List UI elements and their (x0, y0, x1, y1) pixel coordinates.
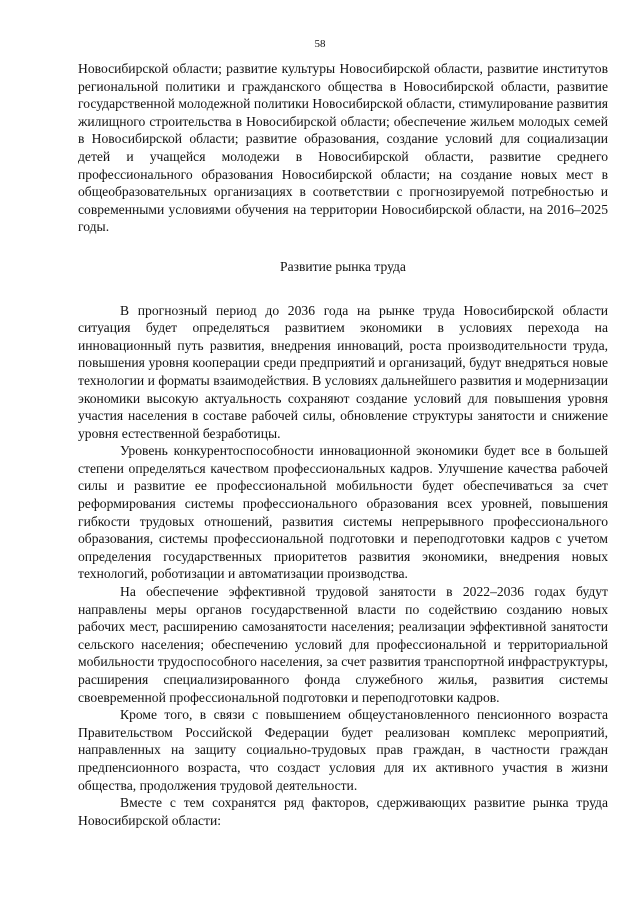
intro-paragraph: Новосибирской области; развитие культуры Новосибирской области, развитие институтов региональной политики и гражданского общества в Новосибирской области, развитие государственной молодежной политики Новосибирской области, стимулирование развития жилищного строительства в Новосибирской области; обеспечение жильем молодых семей в Новосибирской области; развитие образования, создание условий для социализации детей и учащейся молодежи в Новосибирской области, развитие среднего профессионального образования Новосибирской области; на создание новых мест в общеобразовательных организациях в соответствии с прогнозируемой потребностью и современными условиями обучения на территории Новосибирской области, на 2016–2025 годы. (78, 61, 608, 235)
paragraph-1: В прогнозный период до 2036 года на рынке труда Новосибирской области ситуация будет определяться развитием экономики в условиях перехода на инновационный путь развития, внедрения инноваций, роста производительности труда, повышения уровня кооперации среди предприятий и организаций, будут внедряться новые технологии и форматы взаимодействия. В условиях дальнейшего развития и модернизации экономики высокую актуальность сохраняют создание условий для повышения уровня участия населения в составе рабочей силы, обновление структуры занятости и снижение уровня естественной безработицы. (78, 302, 608, 441)
paragraph-2: Уровень конкурентоспособности инновационной экономики будет все в большей степени определяться качеством профессиональных кадров. Улучшение качества рабочей силы и развитие ее профессиональной мобильности будет обеспечиваться за счет реформирования системы профессионального образования всех уровней, повышения гибкости трудовых отношений, развития системы непрерывного профессионального образования, системы профессиональной подготовки и переподготовки кадров с учетом определения государственных приоритетов развития экономики, внедрения новых технологий, роботизации и автоматизации производства. (78, 443, 608, 582)
section-heading: Развитие рынка труда (280, 258, 406, 274)
paragraph-3: На обеспечение эффективной трудовой занятости в 2022–2036 годах будут направлены меры органов государственной власти по содействию созданию новых рабочих мест, расширению самозанятости населения; реализации эффективной занятости сельского населения; обеспечению условий для профессиональной и территориальной мобильности трудоспособного населения, за счет развития транспортной инфраструктуры, расширения специализированного фонда служебного жилья, развития системы своевременной профессиональной подготовки и переподготовки кадров. (78, 584, 608, 705)
document-body (78, 60, 608, 829)
paragraph-4: Кроме того, в связи с повышением общеустановленного пенсионного возраста Правительством Российской Федерации будет реализован комплекс мероприятий, направленных на защиту социально-трудовых прав граждан, в частности граждан предпенсионного возраста, что создаст условия для их активного участия в жизни общества, продолжения трудовой деятельности. (78, 707, 608, 793)
paragraph-5: Вместе с тем сохранятся ряд факторов, сдерживающих развитие рынка труда Новосибирской области: (78, 795, 608, 828)
page-number: 58 (314, 38, 326, 50)
